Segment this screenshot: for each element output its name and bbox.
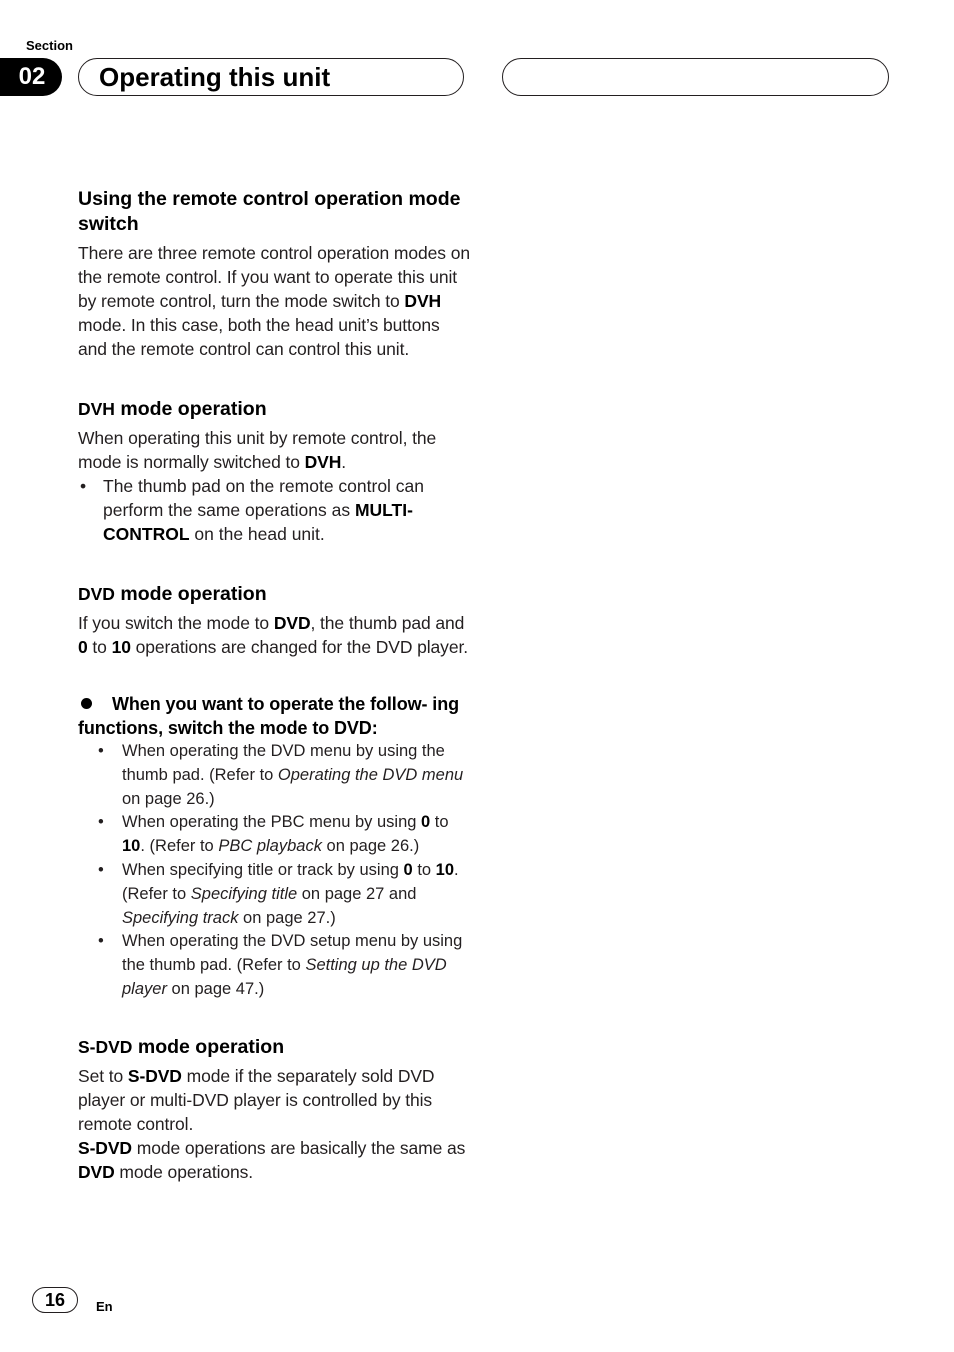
text: When specifying title or track by using <box>122 860 404 879</box>
page-reference: Specifying title <box>190 884 298 903</box>
dvd-mode-section <box>78 582 470 659</box>
remote-switch-heading: Using the remote control operation mode switch <box>78 188 461 235</box>
text: . <box>341 452 347 472</box>
bold-term: 0 <box>403 860 413 879</box>
page-reference: Operating the DVD menu <box>277 765 464 784</box>
bold-term: 10 <box>435 860 455 879</box>
text: mode if the separately sold DVD player or multi-DVD player is controlled by this remote control. <box>78 1065 435 1134</box>
note-list <box>78 740 470 1002</box>
sdvd-mode-paragraph-2 <box>78 1136 470 1184</box>
bold-term: DVD <box>78 1161 115 1182</box>
bold-term: 0 <box>78 637 88 657</box>
text: operations are changed for the DVD player. <box>130 637 468 657</box>
text: on page 26.) <box>122 789 215 808</box>
bullet-icon: • <box>98 932 104 951</box>
remote-switch-paragraph <box>78 241 470 361</box>
bold-term: DVH <box>404 291 442 311</box>
page-number: 16 <box>32 1287 78 1313</box>
page-reference: Setting up the DVD player <box>122 956 447 998</box>
list-item <box>78 930 470 1001</box>
heading-text: mode operation <box>114 583 267 605</box>
text: If you switch the mode to <box>78 613 274 633</box>
section-number-badge: 02 <box>0 58 62 96</box>
text: to <box>412 860 436 879</box>
list-item <box>78 811 470 859</box>
dvd-mode-heading <box>78 582 470 607</box>
bullet-icon: • <box>98 742 104 760</box>
sdvd-mode-paragraph-1 <box>78 1064 470 1136</box>
dvh-mode-heading <box>78 397 470 422</box>
text: When operating the DVD setup menu by using the thumb pad. (Refer to <box>122 932 463 975</box>
text: . (Refer to <box>122 860 459 903</box>
bold-term: 0 <box>421 813 431 832</box>
note-heading-text: When you want to operate the follow- ing functions, switch the mode to DVD: <box>78 694 459 738</box>
bullet-icon: • <box>80 476 87 496</box>
note-section <box>78 692 470 1002</box>
text: When operating the DVD menu by using the thumb pad. (Refer to <box>122 742 445 784</box>
mode-tag: DVH <box>78 399 115 419</box>
language-label: En <box>96 1299 113 1314</box>
page-title: Operating this unit <box>99 62 331 92</box>
text: When operating the PBC menu by using <box>122 813 422 832</box>
page-reference: PBC playback <box>218 837 322 856</box>
text: on page 27 and <box>297 884 417 903</box>
text: on page 47.) <box>166 979 265 998</box>
bold-term: DVD <box>273 613 311 633</box>
page-reference: Specifying track <box>122 908 239 927</box>
text: There are three remote control operation modes on the remote control. If you want to operate this unit by remote control, turn the mode switch to <box>78 243 470 311</box>
bullet-icon: • <box>98 860 104 879</box>
mode-tag: DVD <box>78 584 115 604</box>
bold-term: S-DVD <box>78 1137 132 1158</box>
text: . (Refer to <box>140 837 219 856</box>
empty-title-box <box>502 58 889 96</box>
bold-term: 10 <box>122 837 141 856</box>
sdvd-mode-section <box>78 1035 470 1184</box>
dvh-mode-paragraph <box>78 426 470 474</box>
text: mode operations. <box>114 1161 254 1182</box>
text: on the head unit. <box>189 524 325 544</box>
chapter-title-box <box>78 58 464 96</box>
text: mode. In this case, both the head unit’s buttons and the remote control can control this unit. <box>78 315 440 359</box>
list-item <box>78 740 470 811</box>
remote-switch-section <box>78 187 470 361</box>
list-item <box>78 859 470 930</box>
note-heading <box>78 692 470 740</box>
text: Set to <box>78 1065 128 1086</box>
heading-text: mode operation <box>132 1035 285 1058</box>
bold-term: MULTI-CONTROL <box>103 500 413 544</box>
text: When operating this unit by remote control, the mode is normally switched to <box>78 428 437 472</box>
text: mode operations are basically the same as <box>131 1137 466 1158</box>
text: on page 27.) <box>238 908 336 927</box>
mode-tag: S-DVD <box>78 1036 133 1057</box>
dvd-mode-paragraph <box>78 611 470 659</box>
bold-term: DVH <box>304 452 342 472</box>
list-item <box>78 474 470 546</box>
bullet-icon: • <box>98 813 104 832</box>
heading-text: mode operation <box>114 398 267 420</box>
sdvd-mode-heading <box>78 1035 470 1060</box>
text: The thumb pad on the remote control can perform the same operations as <box>103 476 425 520</box>
section-label: Section <box>26 38 73 53</box>
text: to <box>430 813 449 832</box>
text: to <box>87 637 112 657</box>
main-column <box>78 187 470 1184</box>
text: on page 26.) <box>321 837 420 856</box>
text: , the thumb pad and <box>310 613 465 633</box>
bold-term: 10 <box>111 637 131 657</box>
dvh-mode-section <box>78 397 470 546</box>
bold-term: S-DVD <box>127 1065 182 1086</box>
bullet-dot-icon <box>81 698 92 709</box>
